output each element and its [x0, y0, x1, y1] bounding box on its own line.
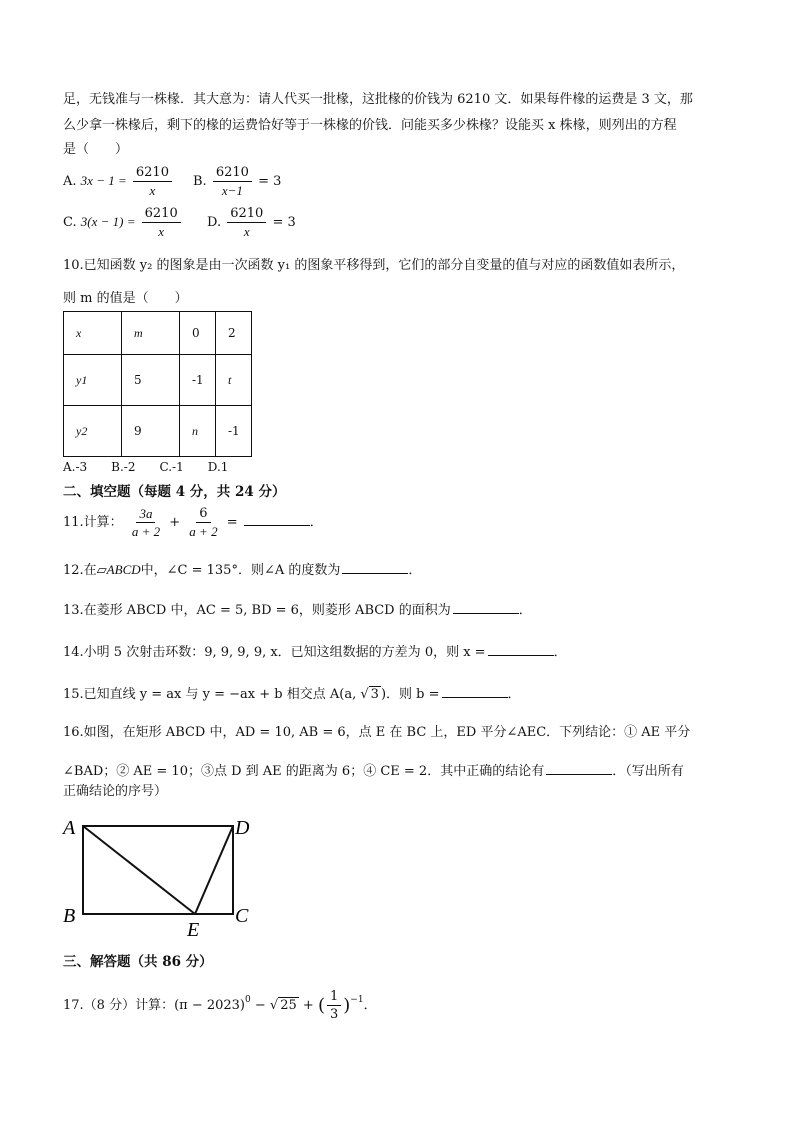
q15: 15.已知直线 y = ax 与 y = −ax + b 相交点 A(a, √ 3 )．则 b = ． — [63, 687, 521, 702]
point-label-b: B — [63, 905, 76, 927]
q15-text-b: )．则 b = — [380, 687, 440, 702]
numerator: 6210 — [133, 166, 172, 182]
denominator: x — [158, 224, 165, 239]
option-a-left: 3x − 1 = — [80, 173, 127, 188]
end-mark: ． — [363, 998, 377, 1013]
numerator: 3a — [136, 507, 155, 523]
fraction — [142, 207, 181, 238]
sqrt-radicand: 3 — [370, 687, 379, 702]
denominator: 3 — [329, 1007, 339, 1022]
q17: 17.（8 分）计算：$(\pi - 2023)^0$ − √ 25 + ( $\frac{1}{3}$ )$^{-1}$． — [63, 989, 377, 1022]
q11 — [63, 507, 323, 538]
q9-line2: 么少拿一株椽后，剩下的椽的运费恰好等于一株椽的价钱．问能买多少株椽？设能买 x 株椽，则列出的方程 — [63, 118, 677, 133]
q16-line2-text: ∠BAD；② AE = 10；③点 D 到 AE 的距离为 6；④ CE = 2．其中正确的结论有 — [63, 764, 545, 779]
numerator: 1 — [327, 990, 341, 1006]
table-cell: y1 — [64, 355, 122, 406]
equals-sign: = — [226, 515, 238, 530]
point-label-e: E — [187, 919, 200, 941]
q9-line3: 是（ ） — [63, 142, 129, 157]
exponent: 0 — [245, 995, 251, 1005]
fraction — [133, 166, 172, 197]
q9-option-d — [207, 207, 296, 238]
end-mark: ． — [507, 687, 521, 702]
option-b-right: = 3 — [258, 174, 282, 189]
denominator: x−1 — [221, 183, 243, 198]
numerator: 6210 — [227, 207, 266, 223]
denominator: x — [149, 183, 156, 198]
answer-blank[interactable] — [546, 762, 612, 775]
q12-text-b: 中，∠C = 135°．则∠A 的度数为 — [140, 563, 341, 578]
denominator: a + 2 — [189, 524, 218, 539]
table-cell: 9 — [122, 406, 180, 457]
table-cell: n — [180, 406, 216, 457]
answer-blank[interactable] — [488, 643, 554, 656]
exponent: −1 — [350, 995, 364, 1005]
q11-prefix: 11.计算： — [63, 515, 123, 530]
section-3-heading: 三、解答题（共 86 分） — [63, 954, 213, 970]
table-cell: m — [122, 312, 180, 355]
option-label: C. — [63, 215, 77, 230]
q16-line1: 16.如图，在矩形 ABCD 中，AD = 10, AB = 6，点 E 在 BC 上，ED 平分∠AEC．下列结论：① AE 平分 — [63, 725, 691, 740]
rectangle-abcd — [83, 826, 233, 914]
table-cell: -1 — [180, 355, 216, 406]
sqrt-radicand: 25 — [280, 998, 297, 1013]
q16-line2 — [63, 762, 684, 778]
denominator: x — [243, 224, 250, 239]
segment-de — [195, 826, 233, 914]
table-cell: -1 — [216, 406, 252, 457]
rectangle-figure — [55, 812, 265, 942]
point-label-d: D — [235, 817, 250, 839]
table-row — [64, 355, 252, 406]
end-mark: ． — [309, 515, 323, 530]
table-cell: 0 — [180, 312, 216, 355]
q16-line3: 正确结论的序号） — [63, 784, 168, 799]
q16-line2-end: ．（写出所有 — [612, 764, 684, 779]
fraction — [227, 207, 266, 238]
answer-blank[interactable] — [342, 561, 408, 574]
q9-option-b — [193, 166, 281, 197]
table-row — [64, 312, 252, 355]
fraction — [327, 990, 341, 1021]
option-label: B. — [193, 174, 207, 189]
q13-text: 13.在菱形 ABCD 中，AC = 5, BD = 6，则菱形 ABCD 的面积为 — [63, 603, 451, 618]
numerator: 6210 — [142, 207, 181, 223]
option-c-left: 3(x − 1) = — [80, 214, 136, 229]
option-label: D. — [207, 215, 222, 230]
q10-stem: 10.已知函数 y₂ 的图象是由一次函数 y₁ 的图象平移得到，它们的部分自变量的值与对应的函数值如表所示， — [63, 258, 685, 273]
table-cell: t — [216, 355, 252, 406]
q14-text: 14.小明 5 次射击环数：9, 9, 9, 9, x．已知这组数据的方差为 0，则 x = — [63, 645, 486, 660]
table-row — [64, 406, 252, 457]
option-d-right: = 3 — [272, 215, 296, 230]
table-cell: y2 — [64, 406, 122, 457]
segment-ae — [83, 826, 195, 914]
q9-line1: 足，无钱准与一株椽．其大意为：请人代买一批椽，这批椽的价钱为 6210 文．如果每件椽的运费是 3 文，那 — [63, 92, 693, 107]
answer-blank[interactable] — [244, 513, 310, 526]
q12-parallelogram: ▱ABCD — [96, 562, 141, 577]
end-mark: ． — [408, 563, 422, 578]
table-cell: 2 — [216, 312, 252, 355]
plus-sign: + — [298, 998, 318, 1013]
minus-sign: − — [250, 998, 270, 1013]
q9-option-a — [63, 166, 174, 197]
plus-sign: + — [169, 515, 181, 530]
numerator: 6 — [196, 507, 210, 523]
answer-blank[interactable] — [442, 685, 508, 698]
answer-blank[interactable] — [453, 601, 519, 614]
fraction — [129, 507, 163, 538]
end-mark: ． — [553, 645, 567, 660]
end-mark: ． — [518, 603, 532, 618]
q17-prefix: 17.（8 分）计算：(π − 2023) — [63, 998, 246, 1013]
q12 — [63, 561, 421, 577]
table-cell: x — [64, 312, 122, 355]
value-table — [63, 311, 252, 457]
numerator: 6210 — [213, 166, 252, 182]
q10-stem2: 则 m 的值是（ ） — [63, 291, 188, 306]
q10-options: A.-3 B.-2 C.-1 D.1 — [63, 460, 229, 474]
q15-text-a: 15.已知直线 y = ax 与 y = −ax + b 相交点 A(a, — [63, 687, 361, 702]
table-cell: 5 — [122, 355, 180, 406]
q12-text-a: 12.在 — [63, 563, 97, 578]
point-label-c: C — [235, 905, 249, 927]
fraction — [213, 166, 252, 197]
option-label: A. — [63, 174, 77, 189]
q9-option-c — [63, 207, 183, 238]
fraction — [186, 507, 220, 538]
q14 — [63, 643, 567, 659]
section-2-heading: 二、填空题（每题 4 分，共 24 分） — [63, 484, 286, 500]
denominator: a + 2 — [131, 524, 161, 539]
q13 — [63, 601, 532, 617]
point-label-a: A — [63, 817, 76, 839]
